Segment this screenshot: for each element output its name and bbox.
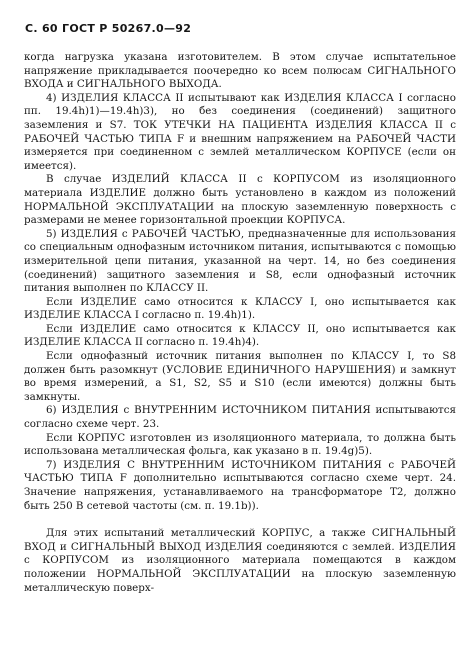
- paragraph-9: Если КОРПУС изготовлен из изоляционного материала, то должна быть использована металлическая фольга, как указано в п. 19.4g)5).: [24, 431, 456, 458]
- paragraph-5: Если ИЗДЕЛИЕ само относится к КЛАССУ I, оно испытывается как ИЗДЕЛИЕ КЛАССА I согласно п. 19.4h)1).: [24, 295, 456, 322]
- paragraph-4: 5) ИЗДЕЛИЯ с РАБОЧЕЙ ЧАСТЬЮ, предназначенные для использования со специальным однофазным источником питания, испытываются с помощью измерительной цепи питания, указанной на черт. 14, но без соединения (соединений) защитного заземления и S8, если однофазный источник питания выполнен по КЛАССУ II.: [24, 227, 456, 295]
- page-header: С. 60 ГОСТ Р 50267.0—92: [25, 22, 192, 35]
- paragraph-7: Если однофазный источник питания выполнен по КЛАССУ I, то S8 должен быть разомкнут (УСЛОВИЕ ЕДИНИЧНОГО НАРУШЕНИЯ) и замкнут во время измерений, а S1, S2, S5 и S10 (если имеются) должны быть замкнуты.: [24, 350, 456, 403]
- paragraph-11: Для этих испытаний металлический КОРПУС, а также СИГНАЛЬНЫЙ ВХОД и СИГНАЛЬНЫЙ ВЫХОД ИЗДЕЛИЯ соединяются с землей. ИЗДЕЛИЯ с КОРПУСОМ из изоляционного материала помещаются в каждом положении НОРМАЛЬНОЙ ЭКСПЛУАТАЦИИ на плоскую заземленную металлическую поверх-: [24, 527, 456, 594]
- document-page: [24, 22, 456, 595]
- paragraph-10: 7) ИЗДЕЛИЯ С ВНУТРЕННИМ ИСТОЧНИКОМ ПИТАНИЯ с РАБОЧЕЙ ЧАСТЬЮ ТИПА F дополнительно испытываются согласно схеме черт. 24. Значение напряжения, устанавливаемого на трансформаторе T2, должно быть 250 В сетевой частоты (см. п. 19.1b)).: [24, 458, 456, 512]
- paragraph-3: В случае ИЗДЕЛИЙ КЛАССА II с КОРПУСОМ из изоляционного материала ИЗДЕЛИЕ должно быть установлено в каждом из положений НОРМАЛЬНОЙ ЭКСПЛУАТАЦИИ на плоскую заземленную поверхность с размерами не менее горизонтальной проекции КОРПУСА.: [24, 173, 456, 227]
- paragraph-6: Если ИЗДЕЛИЕ само относится к КЛАССУ II, оно испытывается как ИЗДЕЛИЕ КЛАССА II согласно п. 19.4h)4).: [24, 322, 456, 349]
- paragraph-1: когда нагрузка указана изготовителем. В этом случае испытательное напряжение прикладывается поочередно ко всем полюсам СИГНАЛЬНОГО ВХОДА и СИГНАЛЬНОГО ВЫХОДА.: [24, 51, 456, 91]
- paragraph-8: 6) ИЗДЕЛИЯ с ВНУТРЕННИМ ИСТОЧНИКОМ ПИТАНИЯ испытываются согласно схеме черт. 23.: [24, 404, 456, 431]
- paragraph-2: 4) ИЗДЕЛИЯ КЛАССА II испытывают как ИЗДЕЛИЯ КЛАССА I согласно пп. 19.4h)1)—19.4h)3), но без соединения (соединений) защитного заземления и S7. ТОК УТЕЧКИ НА ПАЦИЕНТА ИЗДЕЛИЯ КЛАССА II с РАБОЧЕЙ ЧАСТЬЮ ТИПА F и внешним напряжением на РАБОЧЕЙ ЧАСТИ измеряется при соединенном с землей металлическом КОРПУСЕ (если он имеется).: [24, 91, 456, 172]
- document-body: [24, 51, 456, 595]
